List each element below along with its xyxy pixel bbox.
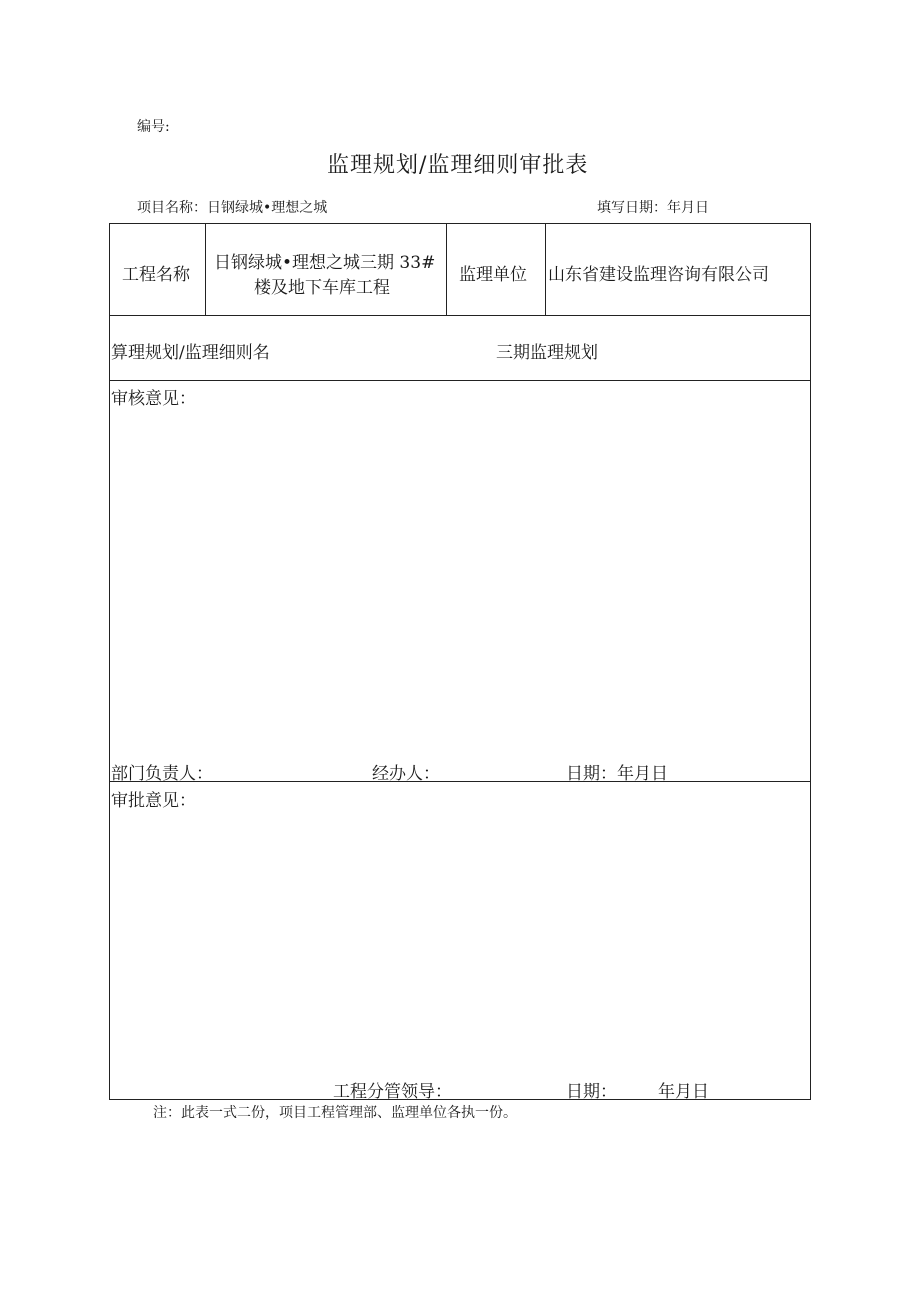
supervisor-unit-value: 山东省建设监理咨询有限公司 — [548, 265, 769, 285]
serial-number-label: 编号: — [137, 119, 170, 135]
project-name-value-line2: 楼及地下车库工程 — [254, 278, 390, 298]
row-divider — [110, 781, 810, 782]
project-name-header: 项目名称：日钢绿城•理想之城 — [137, 200, 328, 216]
review-date-label: 日期：年月日 — [566, 764, 668, 784]
fill-date-label: 填写日期：年月日 — [597, 200, 709, 216]
column-divider — [446, 224, 447, 315]
row-divider — [110, 380, 810, 381]
handler-label: 经办人： — [372, 764, 440, 784]
project-name-label: 工程名称 — [122, 265, 190, 285]
form-title: 监理规划/监理细则审批表 — [327, 153, 589, 178]
approval-date-value: 年月日 — [658, 1082, 709, 1102]
supervisor-unit-label: 监理单位 — [459, 265, 527, 285]
approval-opinion-label: 审批意见： — [111, 791, 196, 811]
column-divider — [205, 224, 206, 315]
project-name-value-line1: 日钢绿城•理想之城三期 33# — [214, 253, 436, 273]
footer-note: 注：此表一式二份，项目工程管理部、监理单位各执一份。 — [153, 1105, 517, 1121]
approval-form-table — [109, 223, 811, 1100]
review-opinion-label: 审核意见： — [111, 389, 196, 409]
department-head-label: 部门负责人： — [111, 764, 213, 784]
approval-date-label: 日期： — [566, 1082, 617, 1102]
plan-name-label: 算理规划/监理细则名 — [111, 343, 270, 363]
project-leader-label: 工程分管领导： — [333, 1082, 452, 1102]
row-divider — [110, 315, 810, 316]
column-divider — [545, 224, 546, 315]
plan-name-value: 三期监理规划 — [496, 343, 598, 363]
